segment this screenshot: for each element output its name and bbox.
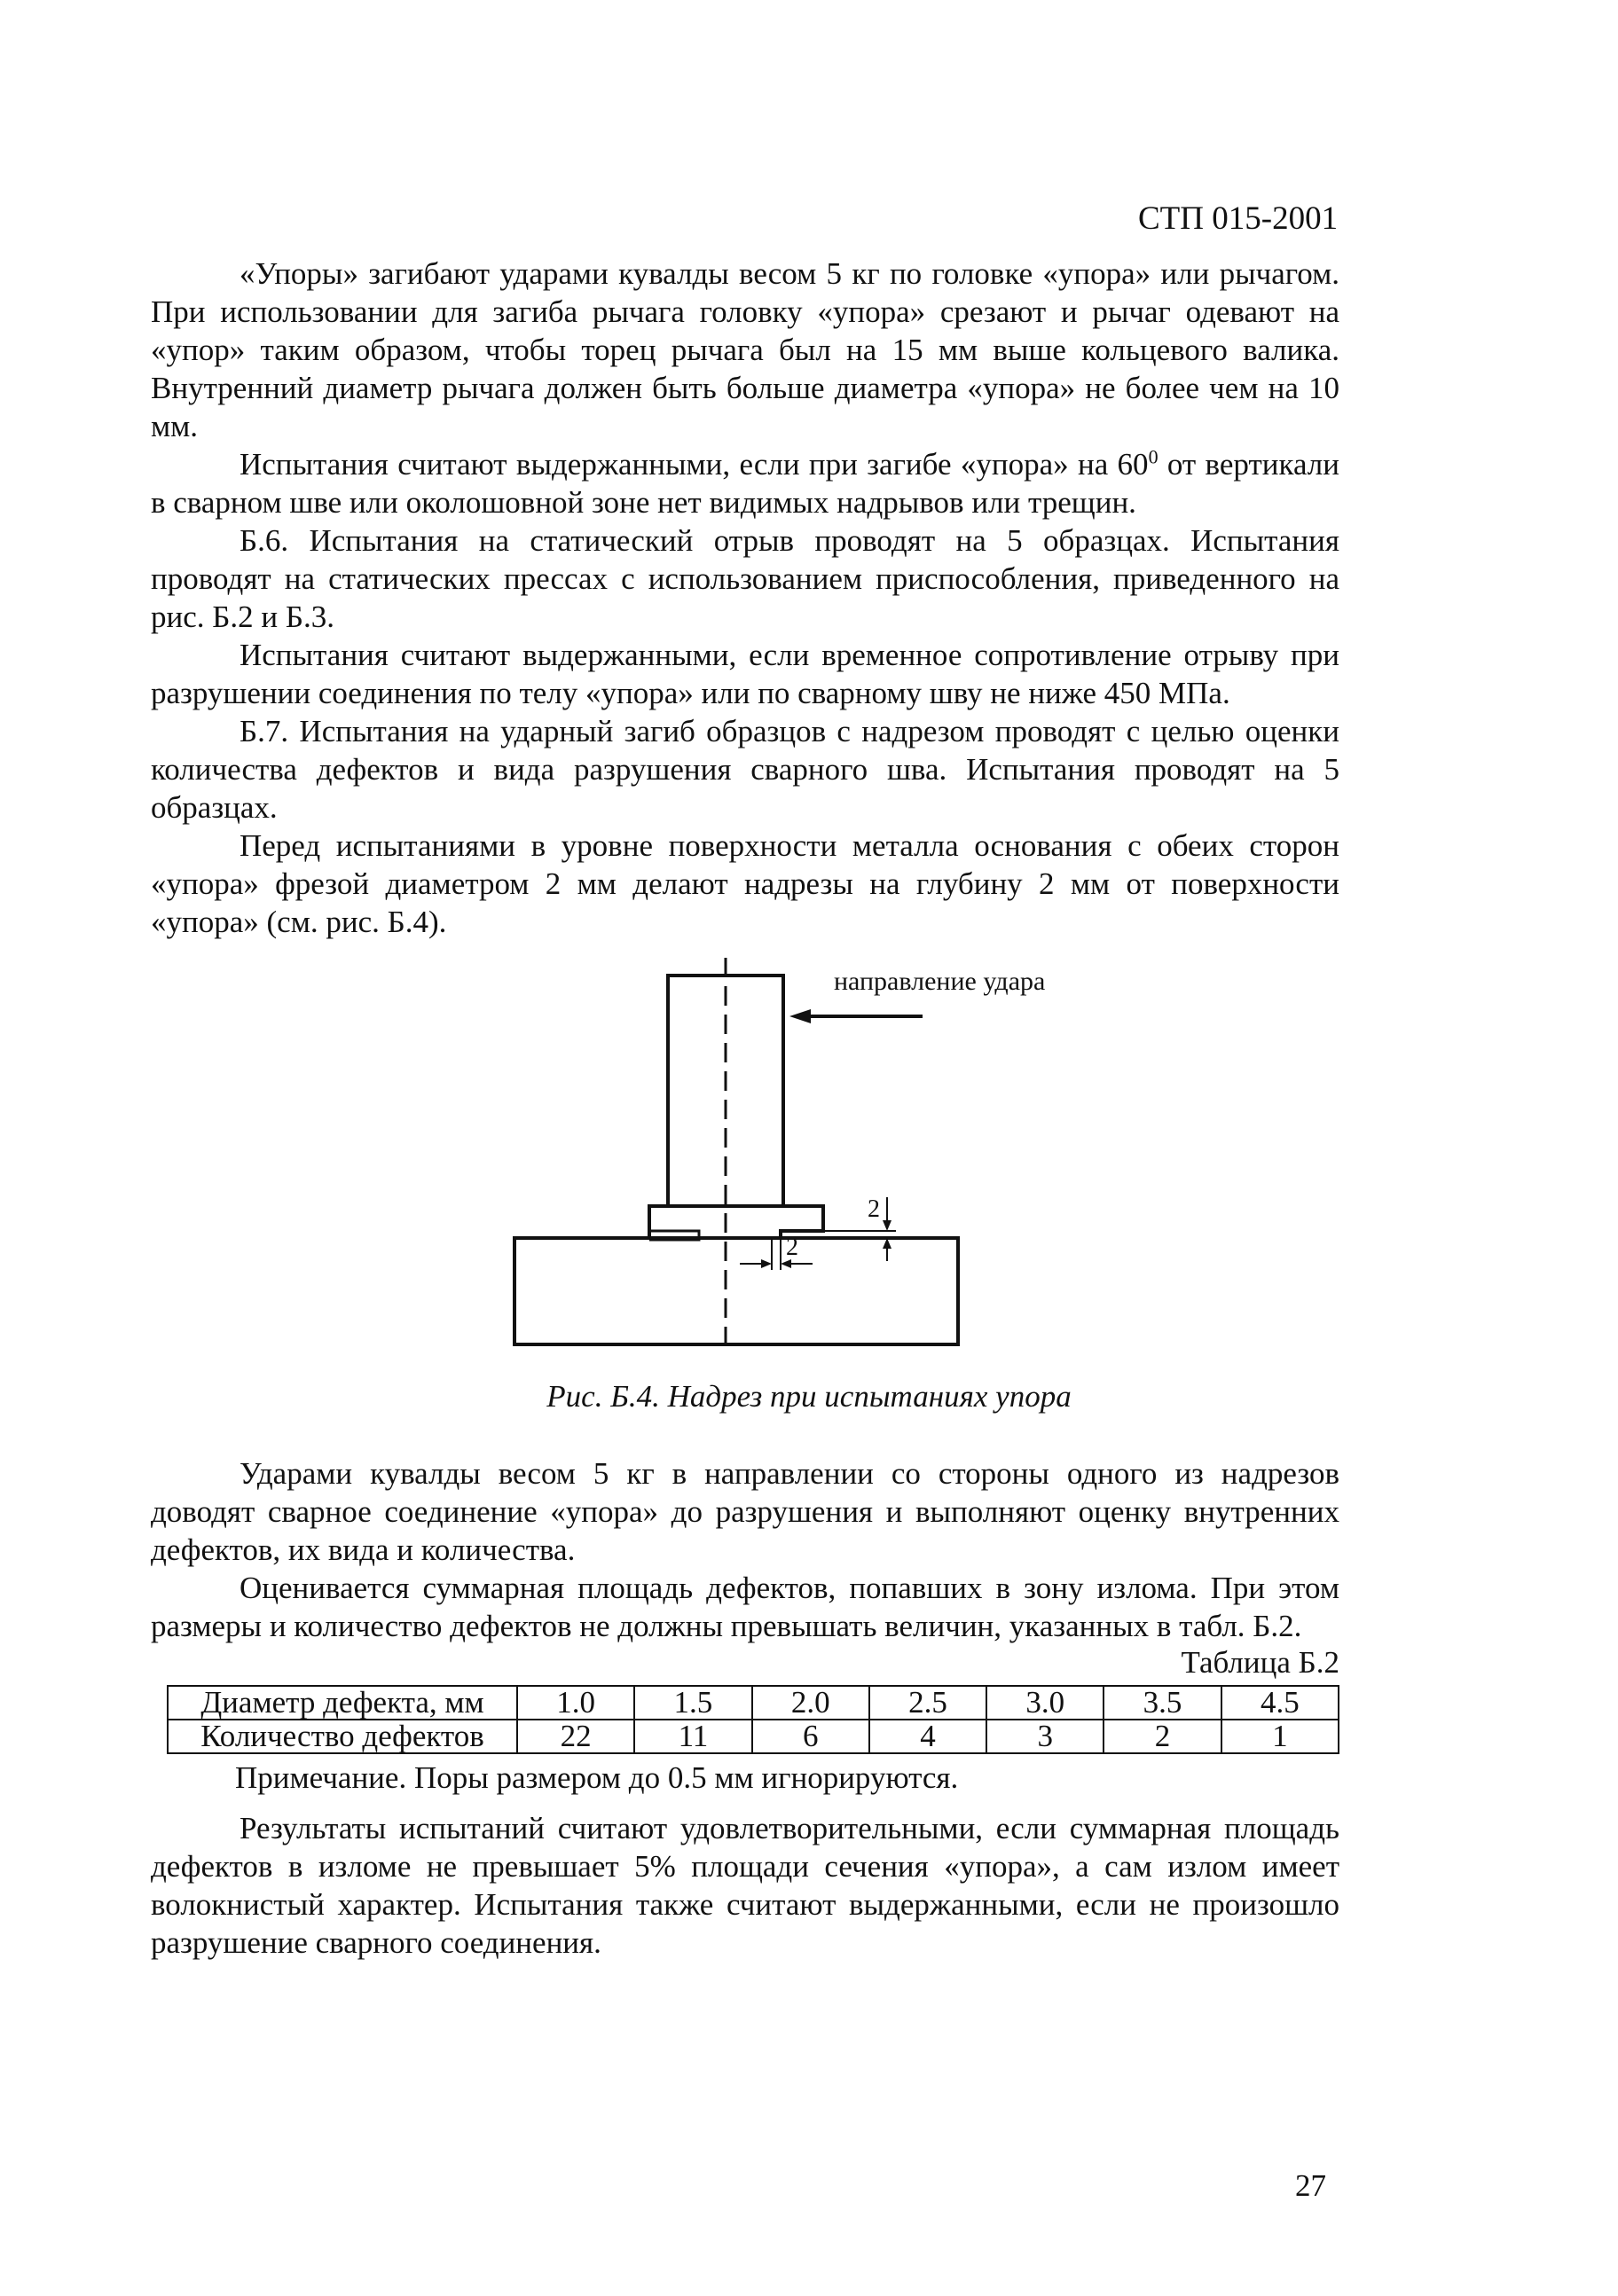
paragraph-text: от вертикали в сварном шве или околошовной зоне нет видимых надрывов или трещин. [151,447,1339,520]
table-row [168,1720,1339,1753]
row-header: Диаметр дефекта, мм [168,1686,517,1720]
paragraph: Б.7. Испытания на ударный загиб образцов с надрезом проводят с целью оценки количества дефектов и вида разрушения сварного шва. Испытания проводят на 5 образцах. [151,714,1339,825]
paragraph [151,445,1339,521]
table-cell: 6 [752,1720,869,1753]
page-number: 27 [1295,2168,1326,2203]
table-cell: 4.5 [1221,1686,1339,1720]
paragraph: Перед испытаниями в уровне поверхности металла основания с обеих сторон «упора» фрезой диаметром 2 мм делают надрезы на глубину 2 мм от поверхности «упора» (см. рис. Б.4). [151,828,1339,939]
table-cell: 2.0 [752,1686,869,1720]
degree-superscript: 0 [1148,445,1159,468]
table-cell: 11 [634,1720,751,1753]
paragraph: Ударами кувалды весом 5 кг в направлении со стороны одного из надрезов доводят сварное соединение «упора» до разрушения и выполняют оценку внутренних дефектов, их вида и количества. [151,1456,1339,1567]
paragraph: Испытания считают выдержанными, если временное сопротивление отрыву при разрушении соединения по телу «упора» или по сварному шву не ниже 450 МПа. [151,638,1339,710]
arrowhead [883,1220,891,1231]
table-cell: 1.0 [517,1686,634,1720]
table-title: Таблица Б.2 [1181,1645,1339,1680]
dim-horizontal-label: 2 [786,1234,798,1261]
table-cell: 3 [986,1720,1104,1753]
table-cell: 2.5 [869,1686,986,1720]
paragraph: «Упоры» загибают ударами кувалды весом 5 кг по головке «упора» или рычагом. При использовании для загиба рычага головку «упора» срезают и рычаг одевают на «упор» таким образом, чтобы торец рычага был на 15 мм выше кольцевого валика. Внутренний диаметр рычага должен быть больше диаметра «упора» не более чем на 10 мм. [151,256,1339,443]
paragraph: Оценивается суммарная площадь дефектов, попавших в зону излома. При этом размеры и количество дефектов не должны превышать величин, указанных в табл. Б.2. [151,1571,1339,1643]
table-cell: 4 [869,1720,986,1753]
table-cell: 22 [517,1720,634,1753]
table-cell: 2 [1104,1720,1221,1753]
top-text-block [151,255,1339,941]
paragraph: Б.6. Испытания на статический отрыв проводят на 5 образцах. Испытания проводят на статических прессах с использованием приспособления, приведенного на рис. Б.2 и Б.3. [151,523,1339,634]
table-note: Примечание. Поры размером до 0.5 мм игнорируются. [235,1760,959,1795]
middle-text-block [151,1454,1339,1645]
figure-caption: Рис. Б.4. Надрез при испытаниях упора [546,1379,1072,1414]
table-cell: 1 [1221,1720,1339,1753]
table-cell: 1.5 [634,1686,751,1720]
arrowhead [761,1259,772,1268]
paragraph-text: Испытания считают выдержанными, если при загибе «упора» на 60 [240,447,1149,482]
table-row [168,1686,1339,1720]
impact-direction-label: направление удара [834,967,1046,996]
bottom-text-block [151,1809,1339,1962]
impact-arrowhead [789,1009,811,1023]
document-code: СТП 015-2001 [1138,200,1339,237]
defects-table [167,1685,1339,1754]
base-plate [514,1238,958,1344]
row-header: Количество дефектов [168,1720,517,1753]
dim-vertical-label: 2 [868,1195,880,1223]
paragraph: Результаты испытаний считают удовлетворительными, если суммарная площадь дефектов в изломе не превышает 5% площади сечения «упора», а сам излом имеет волокнистый характер. Испытания также считают выдержанными, если не произошло разрушение сварного соединения. [151,1811,1339,1960]
table-cell: 3.5 [1104,1686,1221,1720]
notch-figure [497,940,1100,1357]
table-cell: 3.0 [986,1686,1104,1720]
